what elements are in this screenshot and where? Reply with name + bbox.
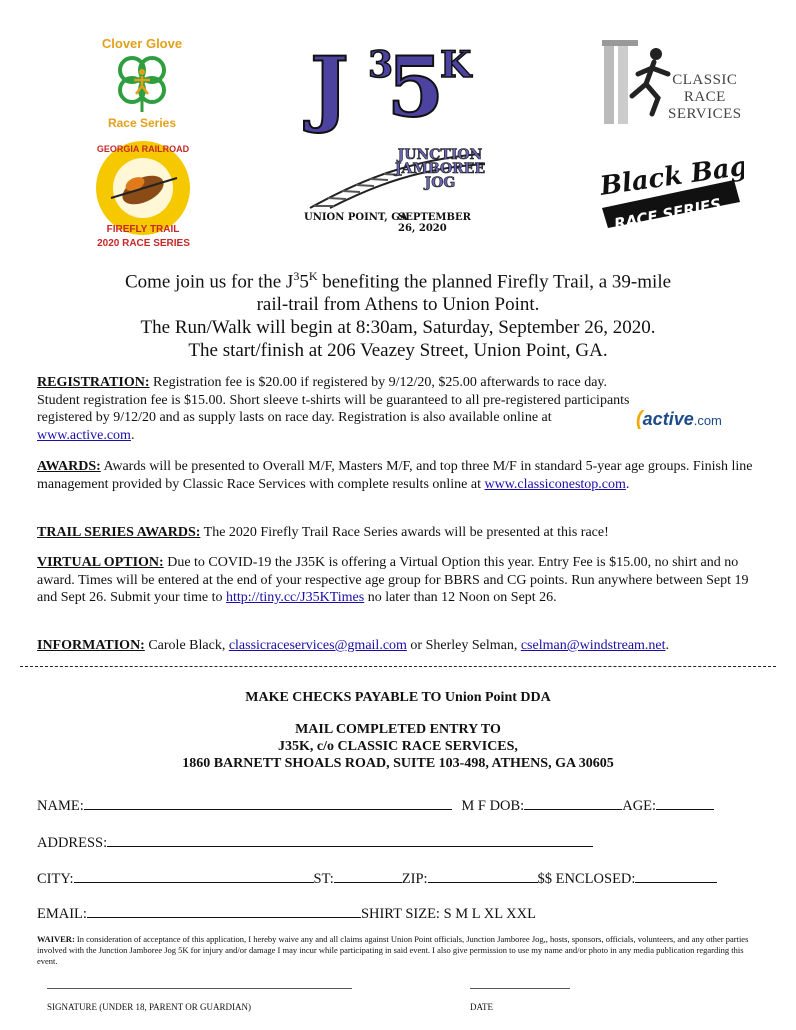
active-link[interactable]: www.active.com [37,427,131,443]
mf-dob-label: M F DOB: [461,798,525,814]
name-label: NAME: [37,798,84,814]
age-field[interactable] [656,795,714,810]
black-bag-race-series-logo [594,150,744,230]
trail-series-heading: TRAIL SERIES AWARDS: [37,525,201,540]
email-row [37,903,536,923]
registration-heading: REGISTRATION: [37,375,150,390]
intro-line-2: rail-trail from Athens to Union Point. [256,294,540,316]
email-label: EMAIL: [37,906,87,922]
enclosed-label: $$ ENCLOSED: [537,871,636,887]
email-field[interactable] [87,903,361,918]
dob-field[interactable] [524,795,622,810]
signature-label: SIGNATURE (UNDER 18, PARENT OR GUARDIAN) [47,1002,252,1012]
clover-icon [112,52,172,114]
signature-line[interactable] [47,988,352,989]
times-submit-link[interactable]: http://tiny.cc/J35KTimes [226,590,365,605]
trail-series-section: TRAIL SERIES AWARDS: The 2020 Firefly Trail Race Series awards will be presented at this race! [37,525,609,540]
age-label: AGE: [622,798,657,814]
city-field[interactable] [74,868,314,883]
address-label: ADDRESS: [37,835,108,851]
classic-race-services-logo [600,40,745,130]
enclosed-field[interactable] [635,868,717,883]
checks-payable-line: MAKE CHECKS PAYABLE TO Union Point DDA [245,690,551,705]
j35k-sup-k: K [440,44,472,86]
j35k-location: UNION POINT, GA [304,212,408,223]
black-bag-title: Black Bag [598,151,744,202]
mail-address-block: MAIL COMPLETED ENTRY TO J35K, c/o CLASSIC RACE SERVICES, 1860 BARNETT SHOALS ROAD, SUITE 103-498, ATHENS, GA 30605 [182,722,614,771]
firefly-badge-icon [91,138,195,238]
registration-section: REGISTRATION: Registration fee is $20.00 if registered by 9/12/20, $25.00 afterwards to race day. Student registration fee is $15.00. Short sleeve t-shirts will be guaranteed to all pre-registered participants registered by 9/12/20 and as supply lasts on race day. Registration is also available online at www.active.com. [37,375,630,443]
j35k-sup-three: 3 [368,44,394,86]
state-label: ST: [313,871,334,887]
classiconestop-link[interactable]: www.classiconestop.com [484,476,626,492]
carole-email-link[interactable]: classicraceservices@gmail.com [228,638,407,653]
j35k-logo [300,40,490,234]
waiver-heading: WAIVER: [37,934,75,944]
date-line[interactable] [470,988,570,989]
waiver-text: WAIVER: In consideration of acceptance of this application, I hereby waive any and all claims against Union Point officials, Junction Jamboree Jog,, hosts, sponsors, officials, volunteers, and any other parties involved with the Junction Jamboree Jog 5K for injury and/or damage I may incur while participating in said event. I also give permission to use my name and/or photo in any media publication regarding this event. [37,934,749,966]
awards-section: AWARDS: Awards will be presented to Overall M/F, Masters M/F, and top three M/F in standard 5-year age groups. Finish line management provided by Classic Race Services with complete results online at www.classiconestop.com. [37,459,753,492]
information-section: INFORMATION: Carole Black, classicraceservices@gmail.com or Sherley Selman, cselman@windstream.net. [37,638,670,653]
awards-heading: AWARDS: [37,459,101,474]
shirt-size-options[interactable]: SHIRT SIZE: S M L XL XXL [360,906,536,922]
intro-line-3: The Run/Walk will begin at 8:30am, Saturday, September 26, 2020. [140,317,656,339]
virtual-option-section: VIRTUAL OPTION: Due to COVID-19 the J35K is offering a Virtual Option this year. Entry Fee is $15.00, no shirt and no award. Times will be entered at the end of your respective age group for BBRS and CG points. Run anywhere between Sept 19 and Sept 26. Submit your time to http://tiny.cc/J35KTimes no later than 12 Noon on Sept 26. [37,555,749,605]
intro-text [0,265,796,362]
zip-label: ZIP: [401,871,428,887]
active-swoosh-icon: ( [636,408,643,430]
classic-logo-text: CLASSIC RACE SERVICES [668,72,742,122]
information-heading: INFORMATION: [37,638,145,653]
j35k-date: SEPTEMBER 26, 2020 [398,212,471,234]
firefly-ring-top: GEORGIA RAILROAD [96,144,190,154]
clover-logo-subtitle: Race Series [107,116,177,130]
clover-glove-logo [92,36,192,136]
black-bag-icon [594,150,744,230]
address-row [37,832,593,852]
address-field[interactable] [107,832,593,847]
clover-logo-title: Clover Glove [101,36,183,51]
state-field[interactable] [334,868,402,883]
name-field[interactable] [84,795,452,810]
city-label: CITY: [37,871,74,887]
firefly-series-label: 2020 RACE SERIES [97,238,190,249]
date-label: DATE [470,1002,493,1012]
firefly-ring-bottom: FIREFLY TRAIL [106,224,180,235]
black-bag-subtitle: RACE SERIES [612,194,723,230]
intro-line-1: Come join us for the $J^35^K$ benefiting the planned Firefly Trail, a 39-mile [124,269,672,293]
intro-line-4: The start/finish at 206 Veazey Street, Union Point, GA. [188,340,608,362]
sherley-email-link[interactable]: cselman@windstream.net [520,638,666,653]
junction-jamboree-jog-title: JUNCTION JAMBOREE JOG [394,147,486,191]
cut-line-divider [20,666,776,667]
active-com-logo: (active.com [636,408,722,430]
city-row [37,868,717,888]
virtual-option-heading: VIRTUAL OPTION: [37,555,164,570]
j35k-j: J 5 [310,40,440,136]
name-row [37,795,714,815]
firefly-trail-logo [86,138,201,253]
zip-field[interactable] [428,868,538,883]
